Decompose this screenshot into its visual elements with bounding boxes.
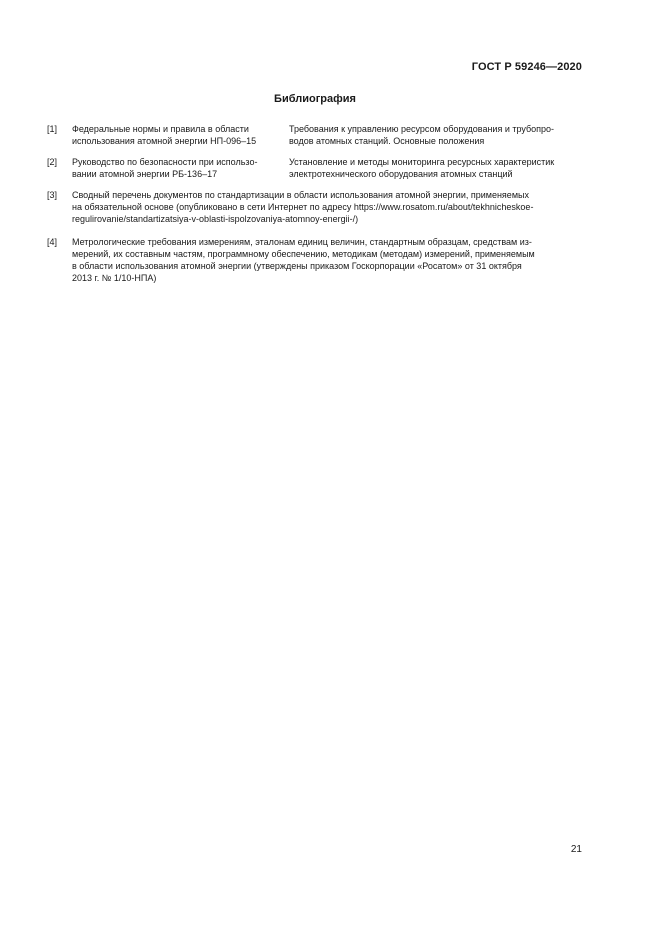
bibliography-entry xyxy=(47,236,583,284)
entry-line: 2013 г. № 1/10-НПА) xyxy=(72,273,157,283)
entry-number: [3] xyxy=(47,190,58,200)
entry-document-name xyxy=(72,156,289,180)
entry-line: на обязательной основе (опубликовано в сети Интернет по адресу https://www.rosatom.ru/about/tekhnicheskoe- xyxy=(72,202,534,212)
page-number: 21 xyxy=(570,844,582,855)
entry-line: использования атомной энергии НП-096–15 xyxy=(72,136,257,146)
entry-line: водов атомных станций. Основные положения xyxy=(289,136,485,146)
bibliography-entry xyxy=(47,189,583,225)
entry-line: Руководство по безопасности при использо- xyxy=(72,157,258,167)
entry-text xyxy=(72,236,583,284)
entry-document-name xyxy=(72,123,289,147)
entry-document-title xyxy=(289,156,583,180)
entry-two-columns xyxy=(72,123,583,147)
entry-line: в области использования атомной энергии (утверждены приказом Госкорпорации «Росатом» от 31 октября xyxy=(72,261,522,271)
bibliography-entry xyxy=(47,156,583,180)
entry-line: Требования к управлению ресурсом оборудования и трубопро- xyxy=(289,124,555,134)
bibliography-list xyxy=(47,123,583,293)
entry-line: электротехнического оборудования атомных станций xyxy=(289,169,513,179)
entry-number: [1] xyxy=(47,124,58,134)
entry-number: [2] xyxy=(47,157,58,167)
entry-number: [4] xyxy=(47,237,58,247)
bibliography-title: Библиография xyxy=(274,93,356,105)
entry-line: Метрологические требования измерениям, эталонам единиц величин, стандартным образцам, средствам из- xyxy=(72,237,532,247)
bibliography-entry xyxy=(47,123,583,147)
entry-line: вании атомной энергии РБ-136–17 xyxy=(72,169,218,179)
entry-line: мерений, их составным частям, программному обеспечению, методикам (методам) измерений, применяемым xyxy=(72,249,535,259)
document-code: ГОСТ Р 59246—2020 xyxy=(471,61,582,73)
entry-line: regulirovanie/standartizatsiya-v-oblasti-ispolzovaniya-atomnoy-energii-/) xyxy=(72,214,359,224)
entry-line: Федеральные нормы и правила в области xyxy=(72,124,249,134)
entry-document-title xyxy=(289,123,583,147)
entry-text xyxy=(72,189,583,225)
entry-line: Сводный перечень документов по стандартизации в области использования атомной энергии, применяемых xyxy=(72,190,529,200)
entry-line: Установление и методы мониторинга ресурсных характеристик xyxy=(289,157,555,167)
entry-two-columns xyxy=(72,156,583,180)
